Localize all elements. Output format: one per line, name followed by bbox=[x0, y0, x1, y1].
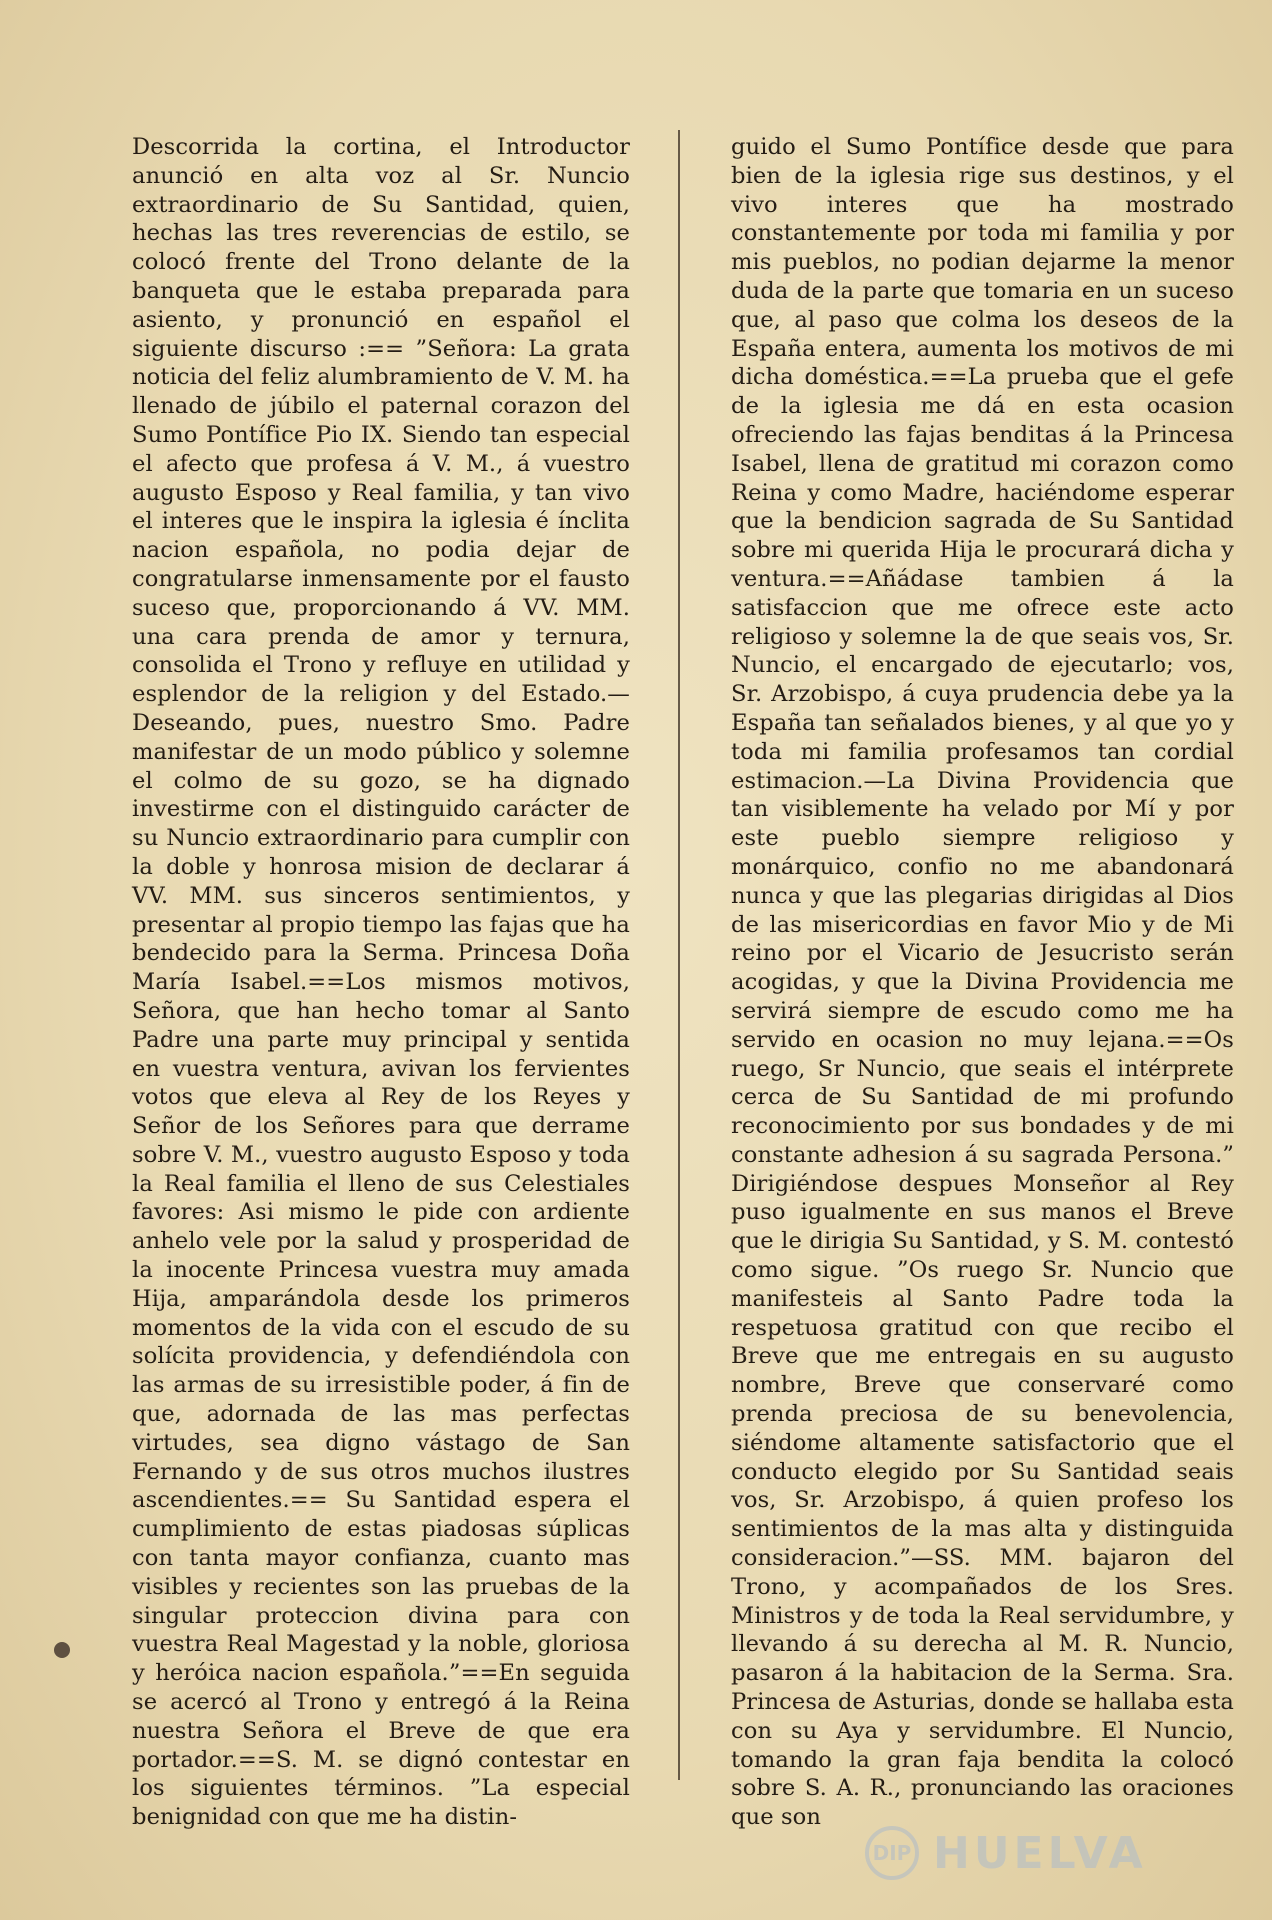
watermark-seal-icon: DIP bbox=[865, 1826, 919, 1880]
watermark-text: HUELVA bbox=[933, 1827, 1147, 1879]
ink-blot bbox=[54, 1642, 70, 1658]
right-column-text: guido el Sumo Pontífice desde que para bien de la iglesia rige sus destinos, y el vivo interes que ha mostrado constantemente por toda mi familia y por mis pueblos, no podian dejarme la menor duda de la parte que tomaria en un suceso que, al paso que colma los deseos de la España entera, aumenta los motivos de mi dicha doméstica.==La prueba que el gefe de la iglesia me dá en esta ocasion ofreciendo las fajas benditas á la Princesa Isabel, llena de gratitud mi corazon como Reina y como Madre, haciéndome esperar que la bendicion sagrada de Su Santidad sobre mi querida Hija le procurará dicha y ventura.==Añádase tambien á la satisfaccion que me ofrece este acto religioso y solemne la de que seais vos, Sr. Nuncio, el encargado de ejecutarlo; vos, Sr. Arzobispo, á cuya prudencia debe ya la España tan señalados bienes, y al que yo y toda mi familia profesamos tan cordial estimacion.—La Divina Providencia que tan visiblemente ha velado por Mí y por este pueblo siempre religioso y monárquico, confio no me abandonará nunca y que las plegarias dirigidas al Dios de las misericordias en favor Mio y de Mi reino por el Vicario de Jesucristo serán acogidas, y que la Divina Providencia me servirá siempre de escudo como me ha servido en ocasion no muy lejana.==Os ruego, Sr Nuncio, que seais el intérprete cerca de Su Santidad de mi profundo reconocimiento por sus bondades y de mi constante adhesion á su sagrada Persona.” Dirigiéndose despues Monseñor al Rey puso igualmente en sus manos el Breve que le dirigia Su Santidad, y S. M. contestó como sigue. ”Os ruego Sr. Nuncio que manifesteis al Santo Padre toda la respetuosa gratitud con que recibo el Breve que me entregais en su augusto nombre, Breve que conservaré como prenda preciosa de su benevolencia, siéndome altamente satisfactorio que el conducto elegido por Su Santidad seais vos, Sr. Arzobispo, á quien profeso los sentimientos de la mas alta y distinguida consideracion.”—SS. MM. bajaron del Trono, y acompañados de los Sres. Ministros y de toda la Real servidumbre, y llevando á su derecha al M. R. Nuncio, pasaron á la habitacion de la Serma. Sra. Princesa de Asturias, donde se hallaba esta con su Aya y servidumbre. El Nuncio, tomando la gran faja bendita la colocó sobre S. A. R., pronunciando las oraciones que son bbox=[731, 134, 1234, 1831]
watermark bbox=[865, 1826, 1147, 1880]
left-column-text: Descorrida la cortina, el Introductor anunció en alta voz al Sr. Nuncio extraordinario de Su Santidad, quien, hechas las tres reverencias de estilo, se colocó frente del Trono delante de la banqueta que le estaba preparada para asiento, y pronunció en español el siguiente discurso :== ”Señora: La grata noticia del feliz alumbramiento de V. M. ha llenado de júbilo el paternal corazon del Sumo Pontífice Pio IX. Siendo tan especial el afecto que profesa á V. M., á vuestro augusto Esposo y Real familia, y tan vivo el interes que le inspira la iglesia é ínclita nacion española, no podia dejar de congratularse inmensamente por el fausto suceso que, proporcionando á VV. MM. una cara prenda de amor y ternura, consolida el Trono y refluye en utilidad y esplendor de la religion y del Estado.—Deseando, pues, nuestro Smo. Padre manifestar de un modo público y solemne el colmo de su gozo, se ha dignado investirme con el distinguido carácter de su Nuncio extraordinario para cumplir con la doble y honrosa mision de declarar á VV. MM. sus sinceros sentimientos, y presentar al propio tiempo las fajas que ha bendecido para la Serma. Princesa Doña María Isabel.==Los mismos motivos, Señora, que han hecho tomar al Santo Padre una parte muy principal y sentida en vuestra ventura, avivan los fervientes votos que eleva al Rey de los Reyes y Señor de los Señores para que derrame sobre V. M., vuestro augusto Esposo y toda la Real familia el lleno de sus Celestiales favores: Asi mismo le pide con ardiente anhelo vele por la salud y prosperidad de la inocente Princesa vuestra muy amada Hija, amparándola desde los primeros momentos de la vida con el escudo de su solícita providencia, y defendiéndola con las armas de su irresistible poder, á fin de que, adornada de las mas perfectas virtudes, sea digno vástago de San Fernando y de sus otros muchos ilustres ascendientes.== Su Santidad espera el cumplimiento de estas piadosas súplicas con tanta mayor confianza, cuanto mas visibles y recientes son las pruebas de la singular proteccion divina para con vuestra Real Magestad y la noble, gloriosa y heróica nacion española.”==En seguida se acercó al Trono y entregó á la Reina nuestra Señora el Breve de que era portador.==S. M. se dignó contestar en los siguientes términos. ”La especial benignidad con que me ha distin- bbox=[132, 134, 630, 1831]
column-divider bbox=[678, 130, 680, 1780]
